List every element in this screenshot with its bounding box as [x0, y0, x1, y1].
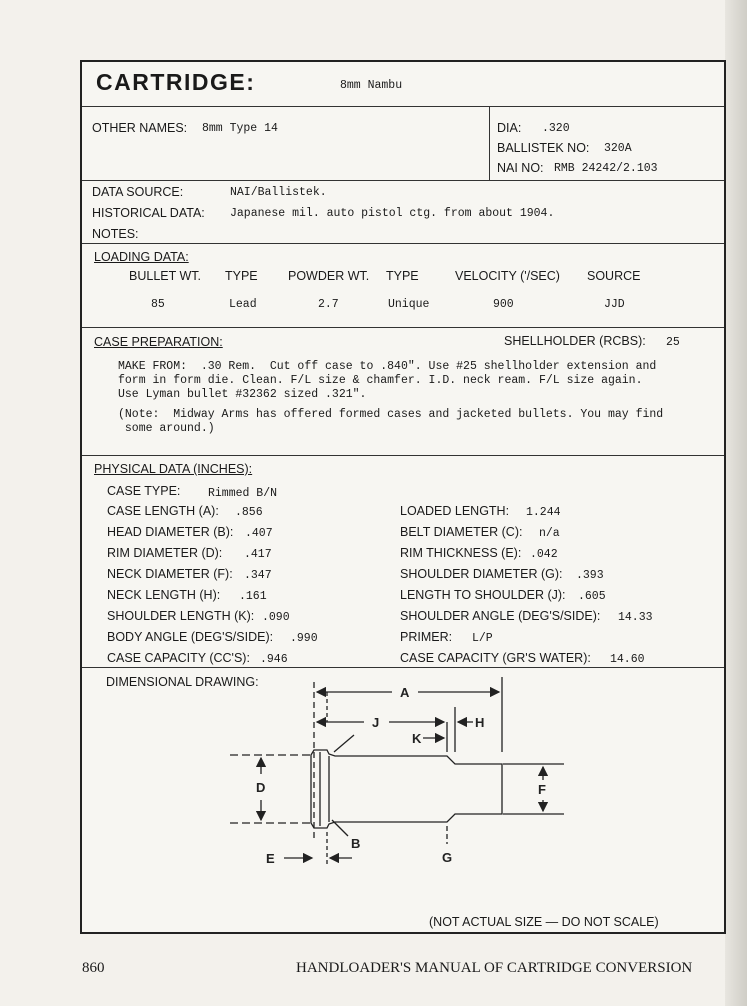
phys-label: CASE CAPACITY (CC'S): [107, 651, 250, 665]
loading-header: TYPE [386, 269, 419, 283]
nai-value: RMB 24242/2.103 [554, 162, 658, 175]
case-prep-label: CASE PREPARATION: [94, 335, 223, 349]
loading-cell: JJD [604, 298, 625, 311]
dim-letter: K [412, 731, 422, 746]
notes-label: NOTES: [92, 227, 139, 241]
case-type-label: CASE TYPE: [107, 484, 181, 498]
shellholder-value: 25 [666, 336, 680, 349]
phys-value: .946 [260, 653, 288, 666]
phys-label: SHOULDER DIAMETER (G): [400, 567, 563, 581]
dim-letter: F [538, 782, 546, 797]
phys-value: .090 [262, 611, 290, 624]
page-edge [725, 0, 747, 1006]
phys-label: BODY ANGLE (DEG'S/SIDE): [107, 630, 274, 644]
phys-label: LOADED LENGTH: [400, 504, 510, 518]
phys-label: SHOULDER LENGTH (K): [107, 609, 255, 623]
book-title: HANDLOADER'S MANUAL OF CARTRIDGE CONVERSION [296, 960, 693, 976]
loading-label: LOADING DATA: [94, 250, 189, 264]
ballistek-value: 320A [604, 142, 632, 155]
dia-label: DIA: [497, 121, 522, 135]
nai-label: NAI NO: [497, 161, 544, 175]
dim-letter: D [256, 780, 266, 795]
other-names-value: 8mm Type 14 [202, 122, 278, 135]
cartridge-drawing [82, 62, 724, 932]
drawing-label: DIMENSIONAL DRAWING: [106, 675, 259, 689]
phys-label: LENGTH TO SHOULDER (J): [400, 588, 566, 602]
dia-value: .320 [542, 122, 570, 135]
cartridge-card [80, 60, 726, 934]
loading-header: SOURCE [587, 269, 641, 283]
phys-label: BELT DIAMETER (C): [400, 525, 523, 539]
dim-letter: G [442, 850, 453, 865]
case-outline [311, 750, 502, 828]
phys-value: .990 [290, 632, 318, 645]
loading-header: VELOCITY ('/SEC) [455, 269, 560, 283]
loading-header: TYPE [225, 269, 258, 283]
phys-value: .347 [244, 569, 272, 582]
phys-value: 14.60 [610, 653, 645, 666]
case-prep-note: (Note: Midway Arms has offered formed cases and jacketed bullets. You may find some around.) [118, 408, 664, 435]
loading-cell: 900 [493, 298, 514, 311]
phys-label: RIM THICKNESS (E): [400, 546, 522, 560]
dim-letter: E [266, 851, 275, 866]
drawing-note: (NOT ACTUAL SIZE — DO NOT SCALE) [429, 915, 659, 929]
dim-letter: B [351, 836, 361, 851]
loading-header: BULLET WT. [129, 269, 202, 283]
phys-value: .407 [245, 527, 273, 540]
phys-label: NECK LENGTH (H): [107, 588, 221, 602]
phys-value: .042 [530, 548, 558, 561]
phys-value: .417 [244, 548, 272, 561]
card-title: CARTRIDGE: [96, 69, 256, 95]
historical-label: HISTORICAL DATA: [92, 206, 205, 220]
dim-letter: H [475, 715, 485, 730]
data-source-value: NAI/Ballistek. [230, 186, 327, 199]
make-from-text: MAKE FROM: .30 Rem. Cut off case to .840". Use #25 shellholder extension and form in form die. Clean. F/L size & chamfer. I.D. neck ream. F/L size again. Use Lyman bullet #32362 sized .321". [118, 360, 657, 401]
phys-label: PRIMER: [400, 630, 453, 644]
phys-label: HEAD DIAMETER (B): [107, 525, 234, 539]
historical-value: Japanese mil. auto pistol ctg. from about 1904. [230, 207, 555, 220]
shellholder-label: SHELLHOLDER (RCBS): [504, 334, 646, 348]
dim-letter: A [400, 685, 410, 700]
phys-label: CASE LENGTH (A): [107, 504, 219, 518]
phys-value: L/P [472, 632, 493, 645]
data-source-label: DATA SOURCE: [92, 185, 184, 199]
page-number: 860 [82, 960, 105, 976]
phys-label: NECK DIAMETER (F): [107, 567, 233, 581]
loading-header: POWDER WT. [288, 269, 370, 283]
dim-letter: J [372, 715, 380, 730]
phys-value: 14.33 [618, 611, 653, 624]
phys-value: 1.244 [526, 506, 561, 519]
cartridge-name: 8mm Nambu [340, 79, 403, 92]
loading-cell: Unique [388, 298, 430, 311]
phys-value: .605 [578, 590, 606, 603]
physical-label: PHYSICAL DATA (INCHES): [94, 462, 253, 476]
phys-label: RIM DIAMETER (D): [107, 546, 223, 560]
phys-value: .161 [239, 590, 267, 603]
loading-cell: 2.7 [318, 298, 339, 311]
loading-cell: 85 [151, 298, 165, 311]
other-names-label: OTHER NAMES: [92, 121, 188, 135]
phys-label: SHOULDER ANGLE (DEG'S/SIDE): [400, 609, 601, 623]
phys-value: .393 [576, 569, 604, 582]
ballistek-label: BALLISTEK NO: [497, 141, 590, 155]
loading-cell: Lead [229, 298, 257, 311]
case-type-value: Rimmed B/N [208, 487, 278, 500]
phys-label: CASE CAPACITY (GR'S WATER): [400, 651, 591, 665]
phys-value: .856 [235, 506, 263, 519]
phys-value: n/a [539, 527, 560, 540]
